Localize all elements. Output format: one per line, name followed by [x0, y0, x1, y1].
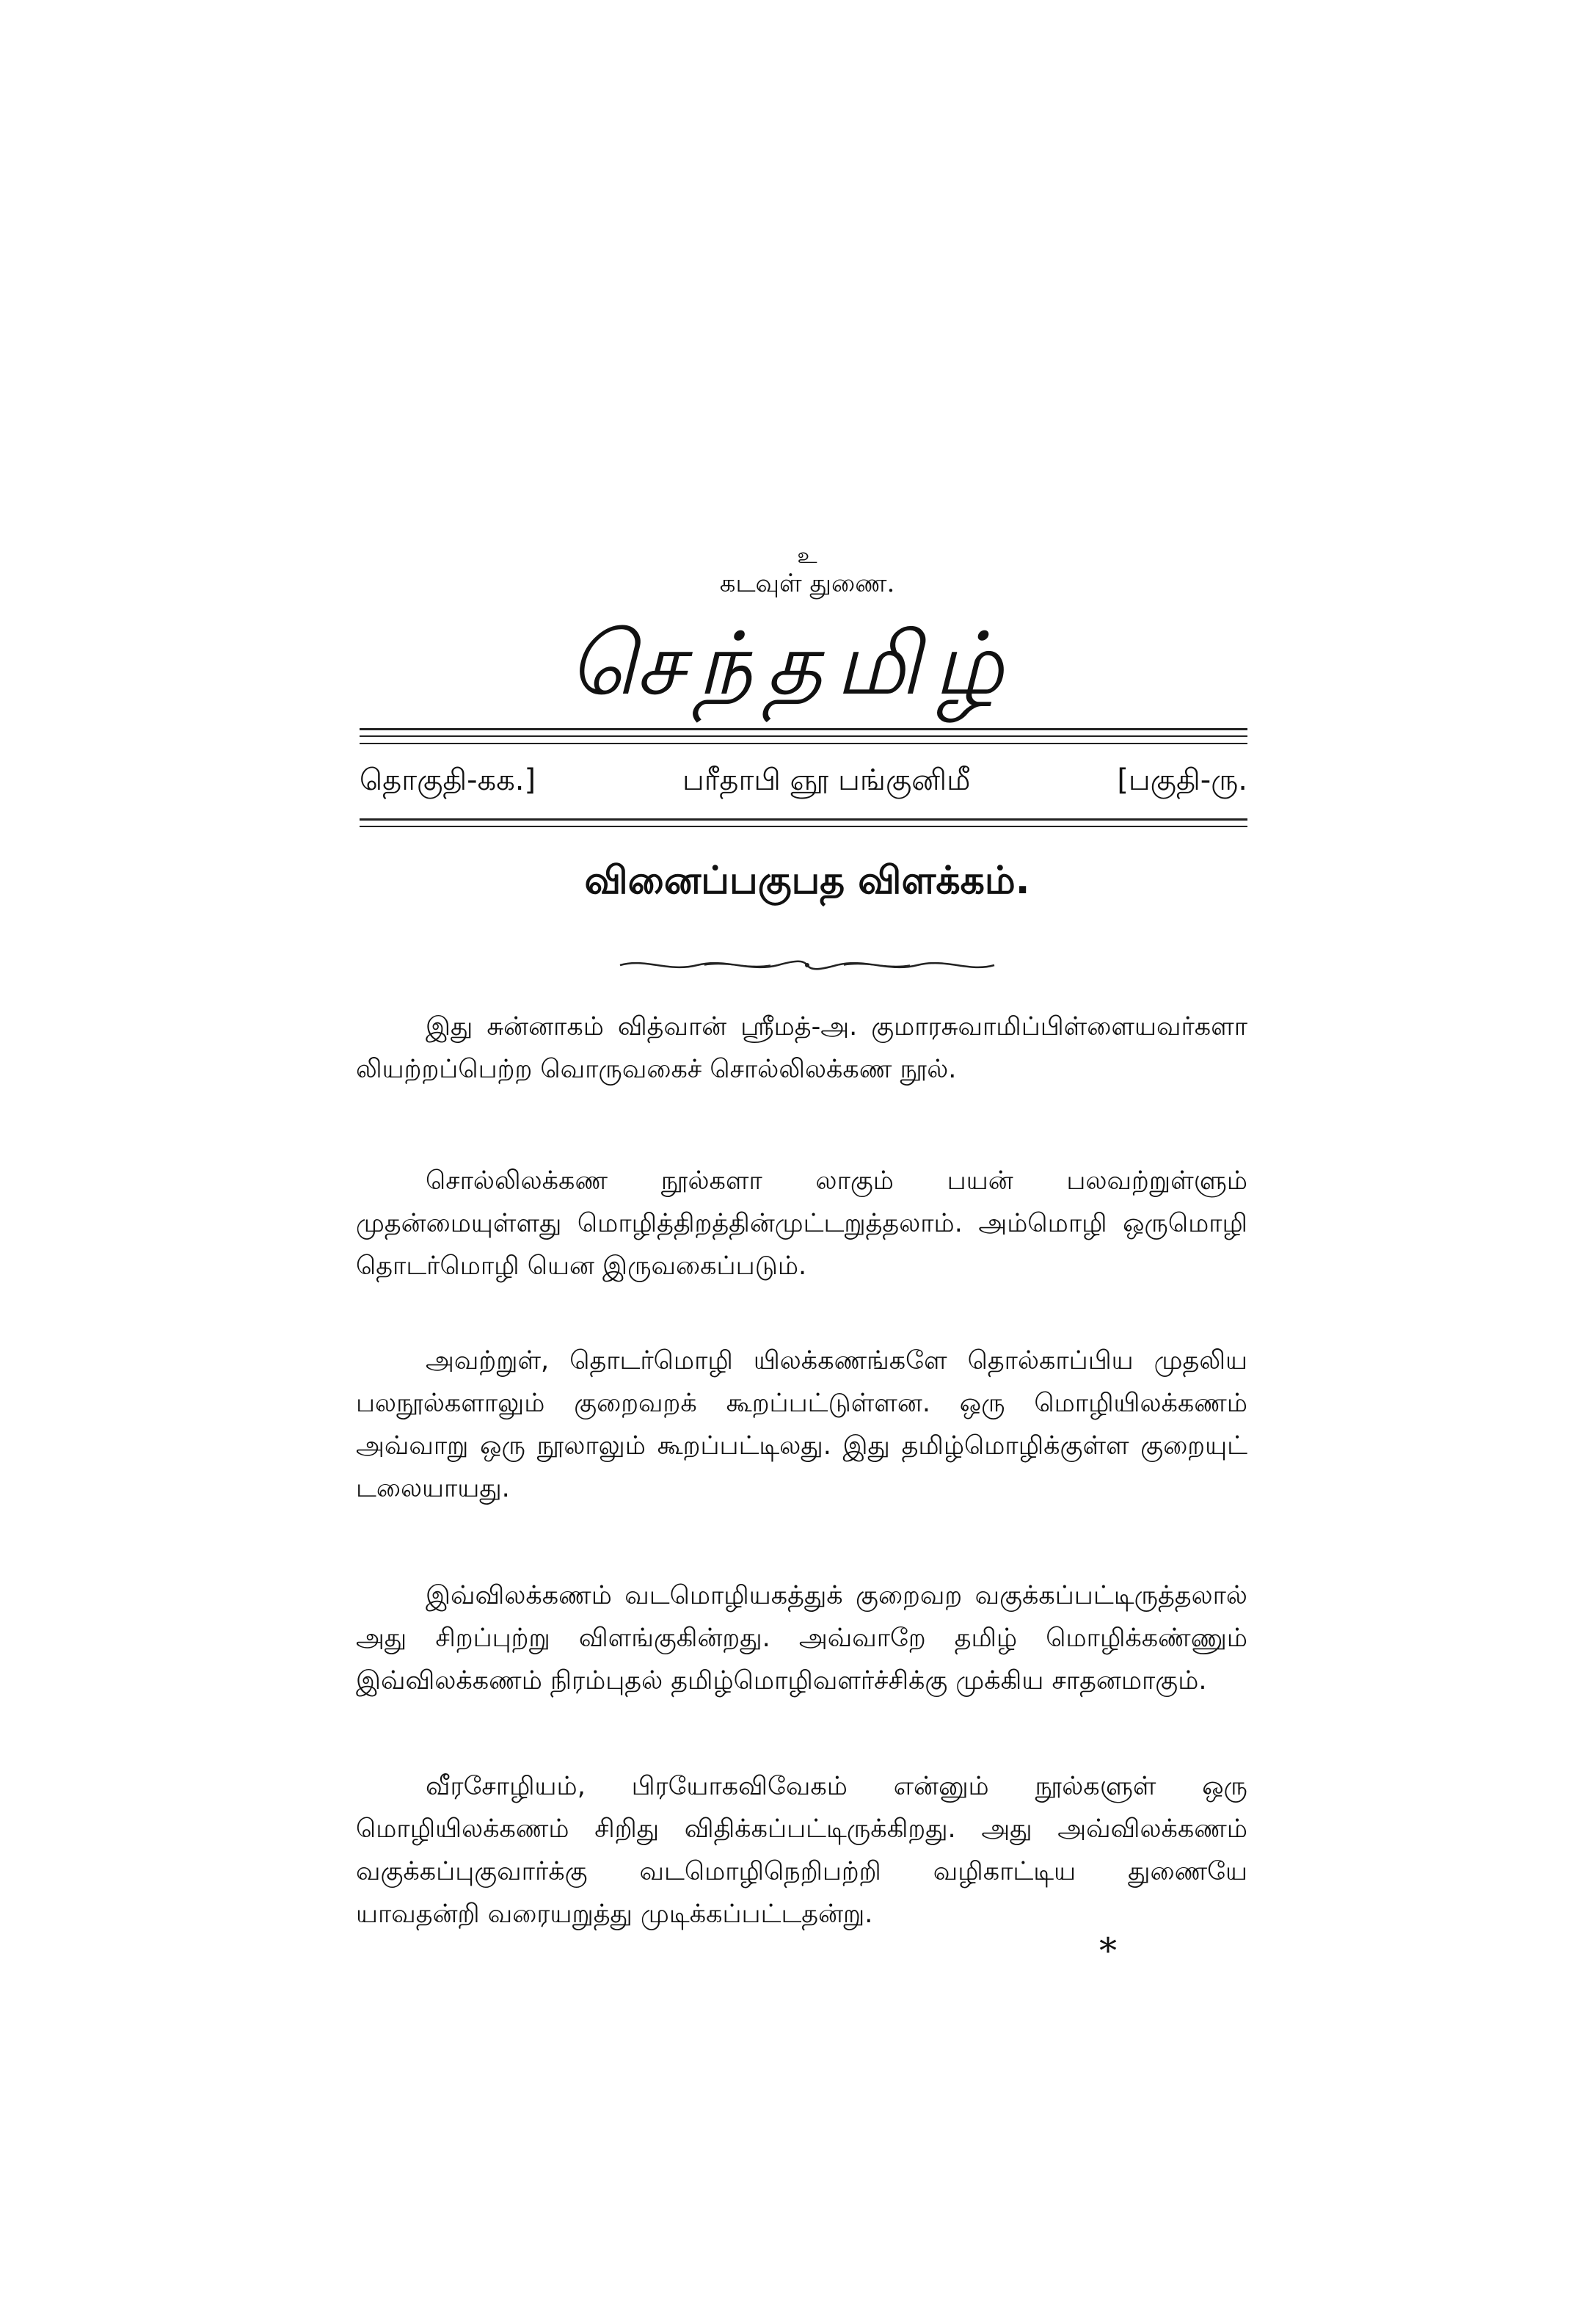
footer-asterisk: * [1099, 1930, 1117, 1971]
issue-rule [360, 826, 1247, 827]
paragraph: இவ்விலக்கணம் வடமொழியகத்துக் குறைவற வகுக்கப்பட்டிருத்தலால் அது சிறப்புற்று விளங்குகின்றது. அவ்வாறே தமிழ் மொழிக்கண்ணும் இவ்விலக்கணம் நிரம்புதல் தமிழ்மொழிவளர்ச்சிக்கு முக்கிய சாதனமாகும். [356, 1581, 1247, 1695]
header-rule [360, 735, 1247, 737]
paragraph: வீரசோழியம், பிரயோகவிவேகம் என்னும் நூல்களுள் ஒரு மொழியிலக்கணம் சிறிது விதிக்கப்பட்டிருக்கிறது. அது அவ்விலக்கணம் வகுக்கப்புகுவார்க்கு வடமொழிநெறிபற்றி வழிகாட்டிய துணையே யாவதன்றி வரையறுத்து முடிக்கப்பட்டதன்று. [356, 1772, 1247, 1929]
ornamental-divider [616, 954, 998, 976]
page-number: உ [797, 543, 817, 569]
volume-label: தொகுதி-கக.] [360, 763, 536, 797]
issue-line [360, 763, 1247, 801]
paragraph: இது சுன்னாகம் வித்வான் ஸ்ரீமத்-அ. குமாரசுவாமிப்பிள்ளையவர்களா லியற்றப்பெற்ற வொருவகைச் சொல்லிலக்கண நூல். [356, 1012, 1247, 1084]
paragraph: அவற்றுள், தொடர்மொழி யிலக்கணங்களே தொல்காப்பிய முதலிய பலநூல்களாலும் குறைவறக் கூறப்பட்டுள்ளன. ஒரு மொழியிலக்கணம் அவ்வாறு ஒரு நூலாலும் கூறப்பட்டிலது. இது தமிழ்மொழிக்குள்ள குறையுட் டலையாயது. [356, 1346, 1247, 1503]
article-title: வினைப்பகுபத விளக்கம். [584, 859, 1030, 903]
header-rule [360, 728, 1247, 730]
journal-title: செந்தமிழ் [568, 613, 1017, 714]
invocation-line: கடவுள் துணை. [719, 569, 895, 598]
issue-date: பரீதாபி ஞூ பங்குனிமீ [682, 763, 971, 797]
paragraph: சொல்லிலக்கண நூல்களா லாகும் பயன் பலவற்றுள்ளும் முதன்மையுள்ளது மொழித்திறத்தின்முட்டறுத்தலாம். அம்மொழி ஒருமொழி தொடர்மொழி யென இருவகைப்படும். [356, 1166, 1247, 1281]
issue-rule [360, 818, 1247, 821]
part-label: [பகுதி-ரு. [1117, 763, 1247, 797]
header-rule [360, 743, 1247, 744]
